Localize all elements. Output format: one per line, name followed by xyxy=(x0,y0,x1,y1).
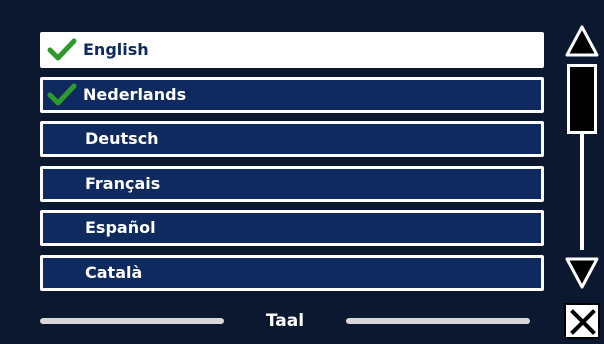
language-item-deutsch[interactable] xyxy=(40,121,544,157)
scrollbar[interactable] xyxy=(562,24,602,292)
language-item-espanol[interactable] xyxy=(40,210,544,246)
close-icon xyxy=(569,308,597,336)
footer-title: Taal xyxy=(265,311,305,331)
language-item-francais[interactable] xyxy=(40,166,544,202)
check-icon xyxy=(47,38,77,62)
language-item-catala[interactable] xyxy=(40,255,544,291)
language-item-english[interactable] xyxy=(40,32,544,68)
language-label: Español xyxy=(85,218,156,238)
check-icon xyxy=(47,83,77,107)
footer-divider-left xyxy=(40,318,224,324)
language-item-nederlands[interactable] xyxy=(40,77,544,113)
language-label: Català xyxy=(85,262,143,282)
close-button[interactable] xyxy=(564,303,600,339)
language-list xyxy=(40,32,544,300)
scroll-thumb[interactable] xyxy=(567,64,597,134)
language-label: Nederlands xyxy=(83,84,187,104)
language-label: English xyxy=(83,40,149,59)
arrow-down-icon[interactable] xyxy=(564,256,600,290)
language-label: Deutsch xyxy=(85,129,159,149)
language-label: Français xyxy=(85,173,161,193)
arrow-up-icon[interactable] xyxy=(564,24,600,58)
footer-divider-right xyxy=(346,318,530,324)
